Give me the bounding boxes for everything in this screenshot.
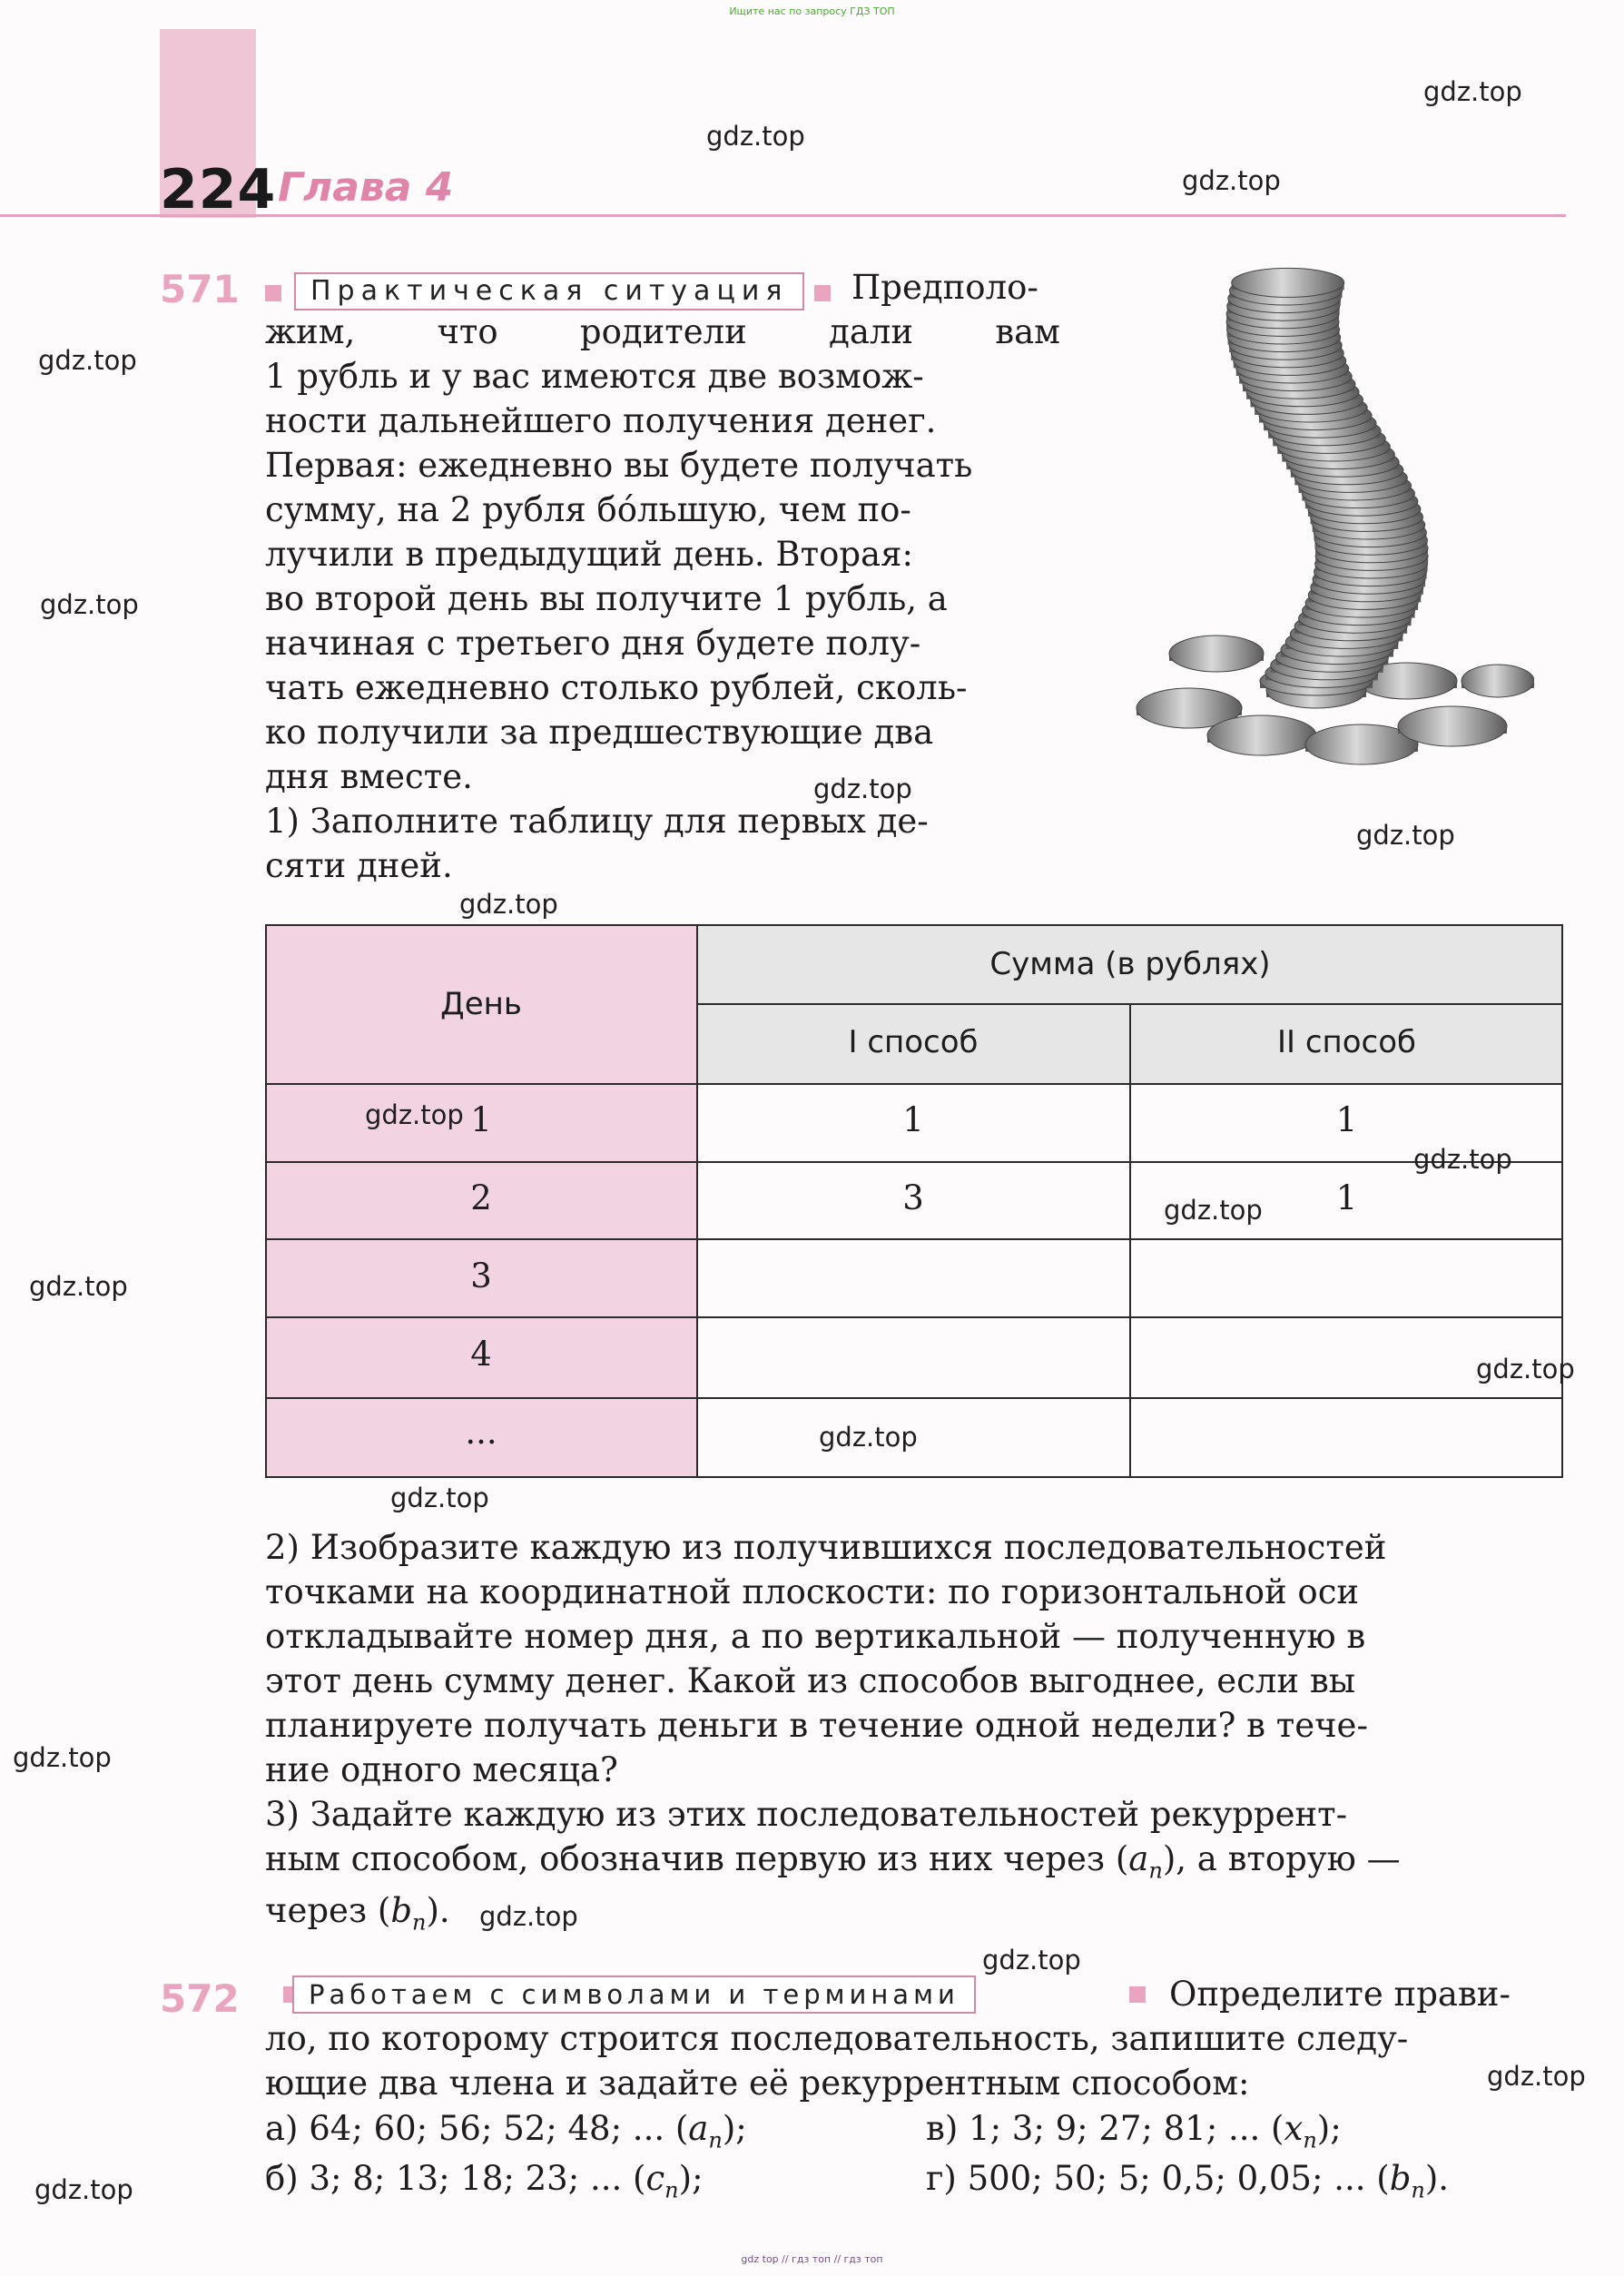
table-header-method-1: I способ [848,1024,979,1060]
watermark: gdz.top [1413,1144,1512,1175]
watermark: gdz.top [479,1901,578,1932]
task-572-line-3: ющие два члена и задайте её рекуррентным способом: [265,2064,1250,2103]
watermark: gdz.top [1476,1354,1575,1384]
watermark: gdz.top [819,1422,918,1453]
item-label: г) [926,2159,957,2198]
watermark: gdz.top [459,889,558,920]
task-571-line-2: 1 рубль и у вас имеются две возмож- [265,357,924,396]
watermark: gdz.top [13,1742,112,1773]
table-cell-day-4: 4 [470,1335,492,1374]
table-cell-day-more: ... [465,1413,497,1452]
task-572-line-1: Определите прави- [1169,1975,1511,2014]
table-cell-m2-1: 1 [1335,1100,1358,1139]
task-571-after-3: этот день сумму денег. Какой из способов выгоднее, если вы [265,1661,1356,1700]
task-571-line-13: сяти дней. [265,846,453,885]
var: a [688,2109,709,2148]
item-end: ; [1330,2109,1342,2148]
subscript: n [664,2177,679,2203]
task-572-item-b: б) 3; 8; 13; 18; 23; ... $(c_n)$; [265,2159,704,2203]
task-571-after-1: точками на координатной плоскости: по горизонтальной оси [265,1572,1360,1611]
table-hline-sum [697,1003,1563,1005]
task-571-after-0: 2) Изобразите каждую из получившихся последовательностей [265,1528,1387,1567]
table-cell-m1-1: 1 [902,1100,924,1139]
task-571-line-11: дня вместе. [265,757,473,796]
coin [1232,268,1344,297]
table-vline-2 [1129,1004,1131,1478]
bottom-note: gdz top // гдз топ // гдз топ [741,2253,883,2265]
text: через ( [265,1891,391,1930]
watermark: gdz.top [38,345,137,376]
item-terms: 3; 8; 13; 18; 23; ... [309,2159,623,2198]
word: жим, [265,312,356,351]
task-571-line-7: во второй день вы получите 1 рубль, а [265,579,948,618]
task-571-line-4: Первая: ежедневно вы будете получать [265,446,973,485]
task-571-line-3: ности дальнейшего получения денег. [265,401,937,440]
table-cell-day-3: 3 [470,1256,492,1296]
watermark: gdz.top [1356,820,1455,851]
table-header-day: День [440,986,522,1022]
item-terms: 1; 3; 9; 27; 81; ... [969,2109,1261,2148]
word: вам [995,312,1060,351]
coin [1462,665,1534,697]
task-571-line-1 [265,310,1060,354]
watermark: gdz.top [1423,76,1522,107]
table-hline-header [265,1083,1563,1085]
var: a [1128,1839,1149,1878]
item-end: . [1438,2159,1450,2198]
item-end: ; [735,2109,747,2148]
chapter-title: Глава 4 [278,164,454,211]
item-label: б) [265,2159,299,2198]
tag-marker-right [814,285,831,301]
table-cell-day-1: 1 [470,1100,492,1139]
watermark: gdz.top [813,773,912,804]
item-terms: 500; 50; 5; 0,5; 0,05; ... [967,2159,1366,2198]
var: b [390,1891,413,1930]
subscript: n [412,1909,427,1936]
watermark: gdz.top [1182,165,1281,196]
word: дали [829,312,914,351]
tag-marker-right [1129,1986,1146,2003]
text: ным способом, обозначив первую из них через ( [265,1839,1129,1878]
item-label: а) [265,2109,299,2148]
watermark: gdz.top [1487,2061,1586,2092]
coin [1398,706,1507,746]
task-571-after-6: 3) Задайте каждую из этих последовательностей рекуррент- [265,1795,1348,1834]
item-end: ; [692,2159,704,2198]
task-571-after-8 [265,1888,450,1945]
item-label: в) [926,2109,959,2148]
table-hline-row3 [265,1316,1563,1318]
task-tag-572: Работаем с символами и терминами [292,1975,976,2014]
subscript: n [1411,2177,1425,2203]
task-number-572: 572 [160,1976,240,2021]
watermark: gdz.top [1164,1195,1263,1226]
coin [1207,715,1316,755]
task-572-item-g: г) 500; 50; 5; 0,5; 0,05; ... $(b_n)$. [926,2159,1450,2203]
watermark: gdz.top [982,1945,1081,1975]
task-571-after-5: ние одного месяца? [265,1750,618,1789]
subscript: n [1303,2127,1317,2153]
task-572-line-2: ло, по которому строится последовательность, запишите следу- [265,2019,1409,2058]
watermark: gdz.top [29,1271,128,1302]
table-hline-row2 [265,1238,1563,1240]
subscript: n [708,2127,723,2153]
tag-marker-left [265,285,281,301]
task-571-line-12: 1) Заполните таблицу для первых де- [265,802,929,841]
table-cell-day-2: 2 [470,1178,492,1217]
coin-stack-illustration [1135,254,1534,781]
watermark: gdz.top [34,2174,133,2205]
task-571-line-6: лучили в предыдущий день. Вторая: [265,535,913,574]
task-571-after-7 [265,1837,1401,1893]
page-number: 224 [160,158,277,222]
table-hline-row1 [265,1161,1563,1163]
task-572-item-a: а) 64; 60; 56; 52; 48; ... $(a_n)$; [265,2109,747,2153]
var: b [1389,2159,1412,2198]
task-571-after-4: планируете получать деньги в течение одной недели? в тече- [265,1706,1368,1745]
table-cell-m1-2: 3 [902,1178,924,1217]
word: что [437,312,498,351]
word: родители [579,312,747,351]
table-cell-m2-2: 1 [1335,1178,1358,1217]
watermark: gdz.top [40,589,139,620]
watermark: gdz.top [706,121,805,152]
item-terms: 64; 60; 56; 52; 48; ... [309,2109,665,2148]
top-note: Ищите нас по запросу ГДЗ ТОП [729,5,895,17]
table-header-method-2: II способ [1276,1024,1417,1060]
watermark: gdz.top [365,1099,464,1130]
var: x [1284,2109,1304,2148]
text: ). [426,1891,450,1930]
var: c [645,2159,665,2198]
task-571-line-0: Предполо- [851,268,1038,307]
task-571-line-8: начиная с третьего дня будете полу- [265,624,921,663]
table-hline-row4 [265,1397,1563,1399]
watermark: gdz.top [390,1483,489,1513]
task-number-571: 571 [160,267,240,311]
task-571-line-9: чать ежедневно столько рублей, сколь- [265,668,968,707]
table-header-sum: Сумма (в рублях) [989,946,1271,982]
coin [1169,636,1264,672]
task-571-line-10: ко получили за предшествующие два [265,713,934,752]
task-572-item-v: в) 1; 3; 9; 27; 81; ... $(x_n)$; [926,2109,1342,2153]
subscript: n [1148,1857,1163,1884]
task-571-line-5: сумму, на 2 рубля бóльшую, чем по- [265,490,911,529]
task-571-after-2: откладывайте номер дня, а по вертикальной — полученную в [265,1617,1366,1656]
text: ), а вторую — [1162,1839,1401,1878]
task-tag-571: Практическая ситуация [294,272,804,310]
